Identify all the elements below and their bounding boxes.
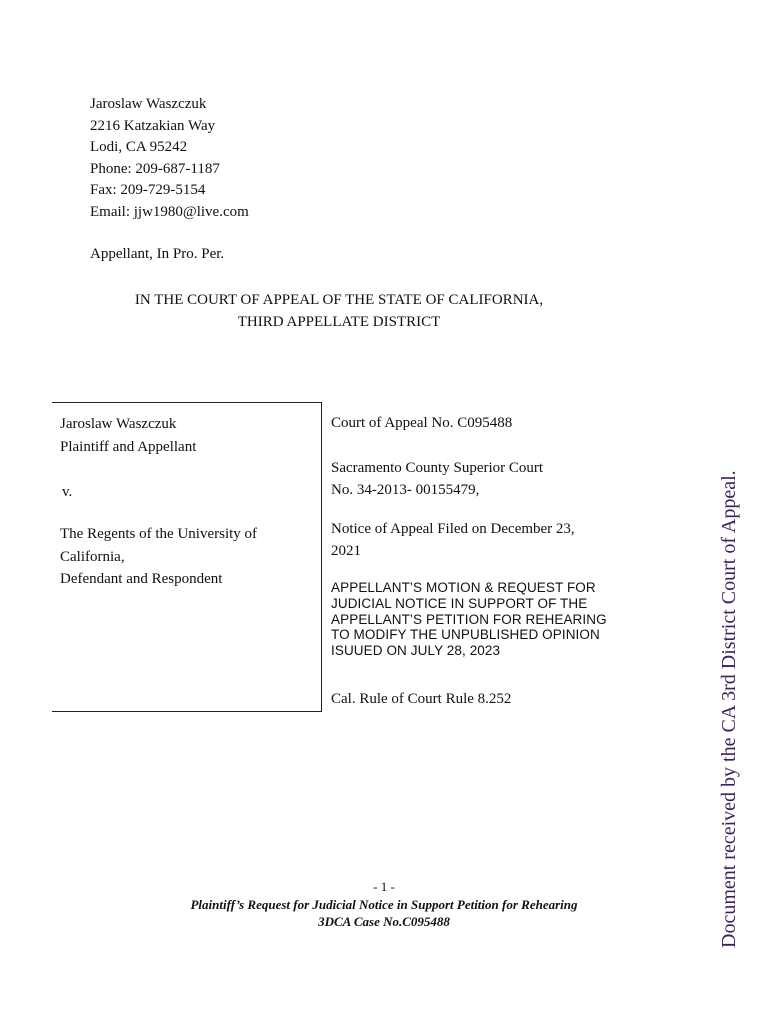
plaintiff-block — [60, 413, 196, 458]
received-stamp: Document received by the CA 3rd District Court of Appeal. — [718, 470, 740, 948]
defendant-block — [60, 523, 257, 591]
versus-label: v. — [62, 484, 73, 500]
motion-line1: APPELLANT’S MOTION & REQUEST FOR — [331, 580, 596, 595]
superior-court-block — [331, 458, 543, 501]
header-address-line1: 2216 Katzakian Way — [90, 117, 216, 134]
notice-line2: 2021 — [331, 542, 361, 559]
header-address-line2: Lodi, CA 95242 — [90, 139, 188, 156]
notice-of-appeal-block — [331, 519, 575, 562]
header-phone: Phone: 209-687-1187 — [90, 160, 220, 177]
defendant-line2: California, — [60, 548, 125, 565]
appeal-case-number: Court of Appeal No. C095488 — [331, 415, 513, 431]
defendant-role: Defendant and Respondent — [60, 571, 223, 587]
attorney-header — [90, 94, 249, 224]
court-title-line1: IN THE COURT OF APPEAL OF THE STATE OF CALIFORNIA, — [134, 292, 544, 308]
plaintiff-name: Jaroslaw Waszczuk — [60, 416, 177, 432]
court-rule: Cal. Rule of Court Rule 8.252 — [331, 691, 512, 707]
plaintiff-role: Plaintiff and Appellant — [60, 438, 197, 455]
appellant-role: Appellant, In Pro. Per. — [90, 246, 225, 262]
motion-line4: TO MODIFY THE UNPUBLISHED OPINION — [331, 627, 600, 643]
footer-title: Plaintiff’s Request for Judicial Notice in Support Petition for Rehearing — [190, 897, 578, 912]
motion-title-block — [331, 580, 607, 659]
page-number: - 1 - — [373, 879, 395, 894]
motion-line2: JUDICIAL NOTICE IN SUPPORT OF THE — [331, 595, 588, 611]
motion-line5: ISUUED ON JULY 28, 2023 — [331, 643, 501, 659]
notice-line1: Notice of Appeal Filed on December 23, — [331, 521, 575, 537]
footer-case-number: 3DCA Case No.C095488 — [318, 914, 450, 929]
defendant-line1: The Regents of the University of — [60, 526, 258, 542]
court-title-line2: THIRD APPELLATE DISTRICT — [237, 314, 441, 330]
superior-court-line1: Sacramento County Superior Court — [331, 460, 544, 476]
header-email: Email: jjw1980@live.com — [90, 203, 249, 220]
header-fax: Fax: 209-729-5154 — [90, 182, 206, 199]
header-name: Jaroslaw Waszczuk — [90, 96, 207, 112]
motion-line3: APPELLANT’S PETITION FOR REHEARING — [331, 611, 607, 627]
superior-court-line2: No. 34-2013- 00155479, — [331, 481, 480, 498]
